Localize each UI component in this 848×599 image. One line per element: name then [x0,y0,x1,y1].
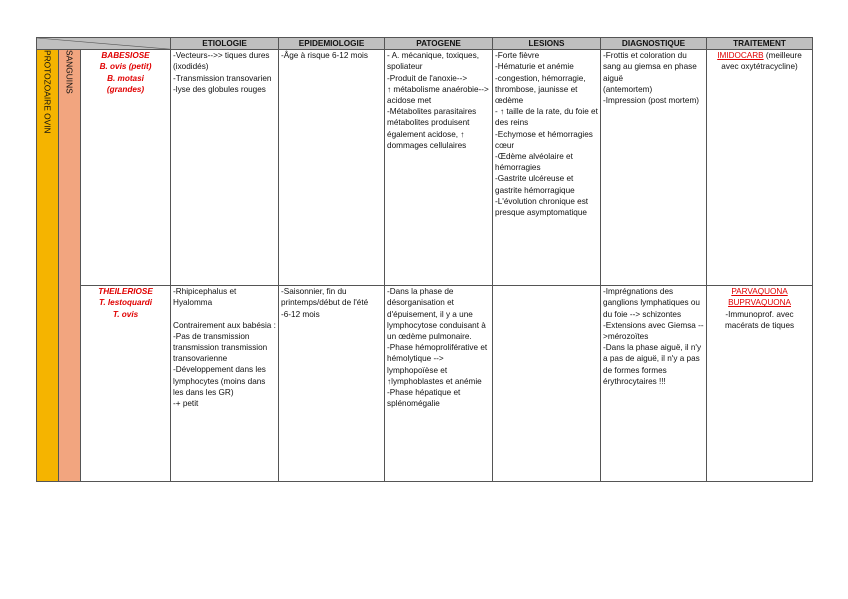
text-line: -Pas de transmission transmission transmission transovarienne [173,331,268,364]
row-babesiose [37,50,813,286]
text-line: -Produit de l'anoxie--> [387,73,468,83]
text-line: -Métabolites parasitaires [387,107,477,117]
lesions-cell [493,50,601,286]
category-main-label: PROTOZOAIRE OVIN [42,50,53,134]
disease-line: B. motasi [107,73,144,83]
text-line: -Imprégnations des ganglions lymphatiques ou du foie --> schizontes [603,287,700,319]
traitement-cell [707,50,813,286]
epidemiologie-cell [279,286,385,482]
text-line: -Hématurie et anémie [495,62,574,72]
header-diagnostique: DIAGNOSTIQUE [601,38,707,50]
text-line: -Impression (post mortem) [603,96,700,106]
header-epidemiologie: EPIDEMIOLOGIE [279,38,385,50]
traitement-cell [707,286,813,482]
text-line: Contrairement aux babésia : [173,320,276,330]
drug-link[interactable]: IMIDOCARB [717,51,764,61]
text-line: lymphopoïèse et [387,365,448,375]
lesions-cell-empty [493,286,601,482]
text-line: - ↑ taille de la rate, du foie et des reins [495,107,598,128]
header-patogene: PATOGENE [385,38,493,50]
patogene-cell [385,286,493,482]
text-line: métabolites produisent également acidose, ↑ dommages cellulaires [387,118,470,150]
disease-name [81,50,171,286]
text-line: -+ petit [173,399,199,409]
text-line: -Gastrite ulcéreuse et gastrite hémorragique [495,174,575,195]
category-sub-label: SANGUINS [64,50,75,94]
category-main [37,50,59,482]
spacer [173,309,276,320]
text-line: ↑ métabolisme anaérobie--> acidose met [387,84,489,106]
text-line: -Extensions avec Giemsa -->mérozoïtes [603,320,704,342]
text-line: - A. mécanique, toxiques, spoliateur [387,51,479,72]
text-line: -Saisonnier, fin du printemps/début de l'été [281,287,369,308]
text-line: -Frottis et coloration du sang au giemsa en phase aiguë [603,51,697,83]
text-line: -congestion, hémorragie, thrombose, jaunisse et œdème [495,73,586,106]
diagonal-line-icon [37,38,170,49]
text-line: (ixodidés) [173,62,209,72]
header-lesions: LESIONS [493,38,601,50]
text-line: -lyse des globules rouges [173,84,266,94]
text-line: -Echymose et hémorragies cœur [495,129,593,150]
text-line: -Transmission transovarien [173,73,272,83]
disease-line: T. ovis [112,309,139,319]
disease-line: BABESIOSE [101,51,150,61]
patogene-cell [385,50,493,286]
corner-cell [37,38,171,50]
text-line: -Phase hépatique et splénomégalie [387,388,461,409]
drug-link[interactable]: PARVAQUONA [731,287,788,297]
text-line: (antemortem) [603,84,653,94]
text-line: -L'évolution chronique est presque asymptomatique [495,196,589,218]
text-line: -Âge à risque 6-12 mois [281,51,368,61]
category-sub [59,50,81,482]
text-line: -6-12 mois [281,309,320,319]
etiologie-cell [171,50,279,286]
disease-line: THEILERIOSE [98,287,153,297]
disease-table [36,37,813,482]
traitement-note: (meilleure avec oxytétracycline) [721,51,802,72]
text-line: ↑lymphoblastes et anémie [387,376,482,386]
drug-link[interactable]: BUPRVAQUONA [728,298,791,308]
row-theileriose [37,286,813,482]
text-line: -Développement dans les lymphocytes (moins dans les dans les GR) [173,365,266,397]
etiologie-cell [171,286,279,482]
header-etiologie: ETIOLOGIE [171,38,279,50]
disease-line: (grandes) [106,84,145,94]
header-traitement: TRAITEMENT [707,38,813,50]
disease-line: B. ovis (petit) [99,62,152,72]
header-row [37,38,813,50]
text-line: -Rhipicephalus et Hyalomma [173,287,237,308]
text-line: -Dans la phase aiguë, il n'y a pas de aiguë, il n'y a pas de formes formes érythrocytaires !!! [603,343,702,386]
traitement-note: -Immunoprof. avec macérats de tiques [724,309,795,330]
text-line: -Vecteurs-->> tiques dures [173,51,270,61]
diagnostique-cell [601,50,707,286]
disease-name [81,286,171,482]
text-line: -Dans la phase de désorganisation et d'épuisement, il y a une lymphocytose conduisant à un œdème pulmonaire. [387,287,486,342]
text-line: -Phase hémoproliférative et hémolytique --> [387,343,488,364]
epidemiologie-cell [279,50,385,286]
disease-line: T. lestoquardi [98,298,153,308]
diagnostique-cell [601,286,707,482]
text-line: -Œdème alvéolaire et hémorragies [495,152,573,173]
text-line: -Forte fièvre [495,51,540,61]
